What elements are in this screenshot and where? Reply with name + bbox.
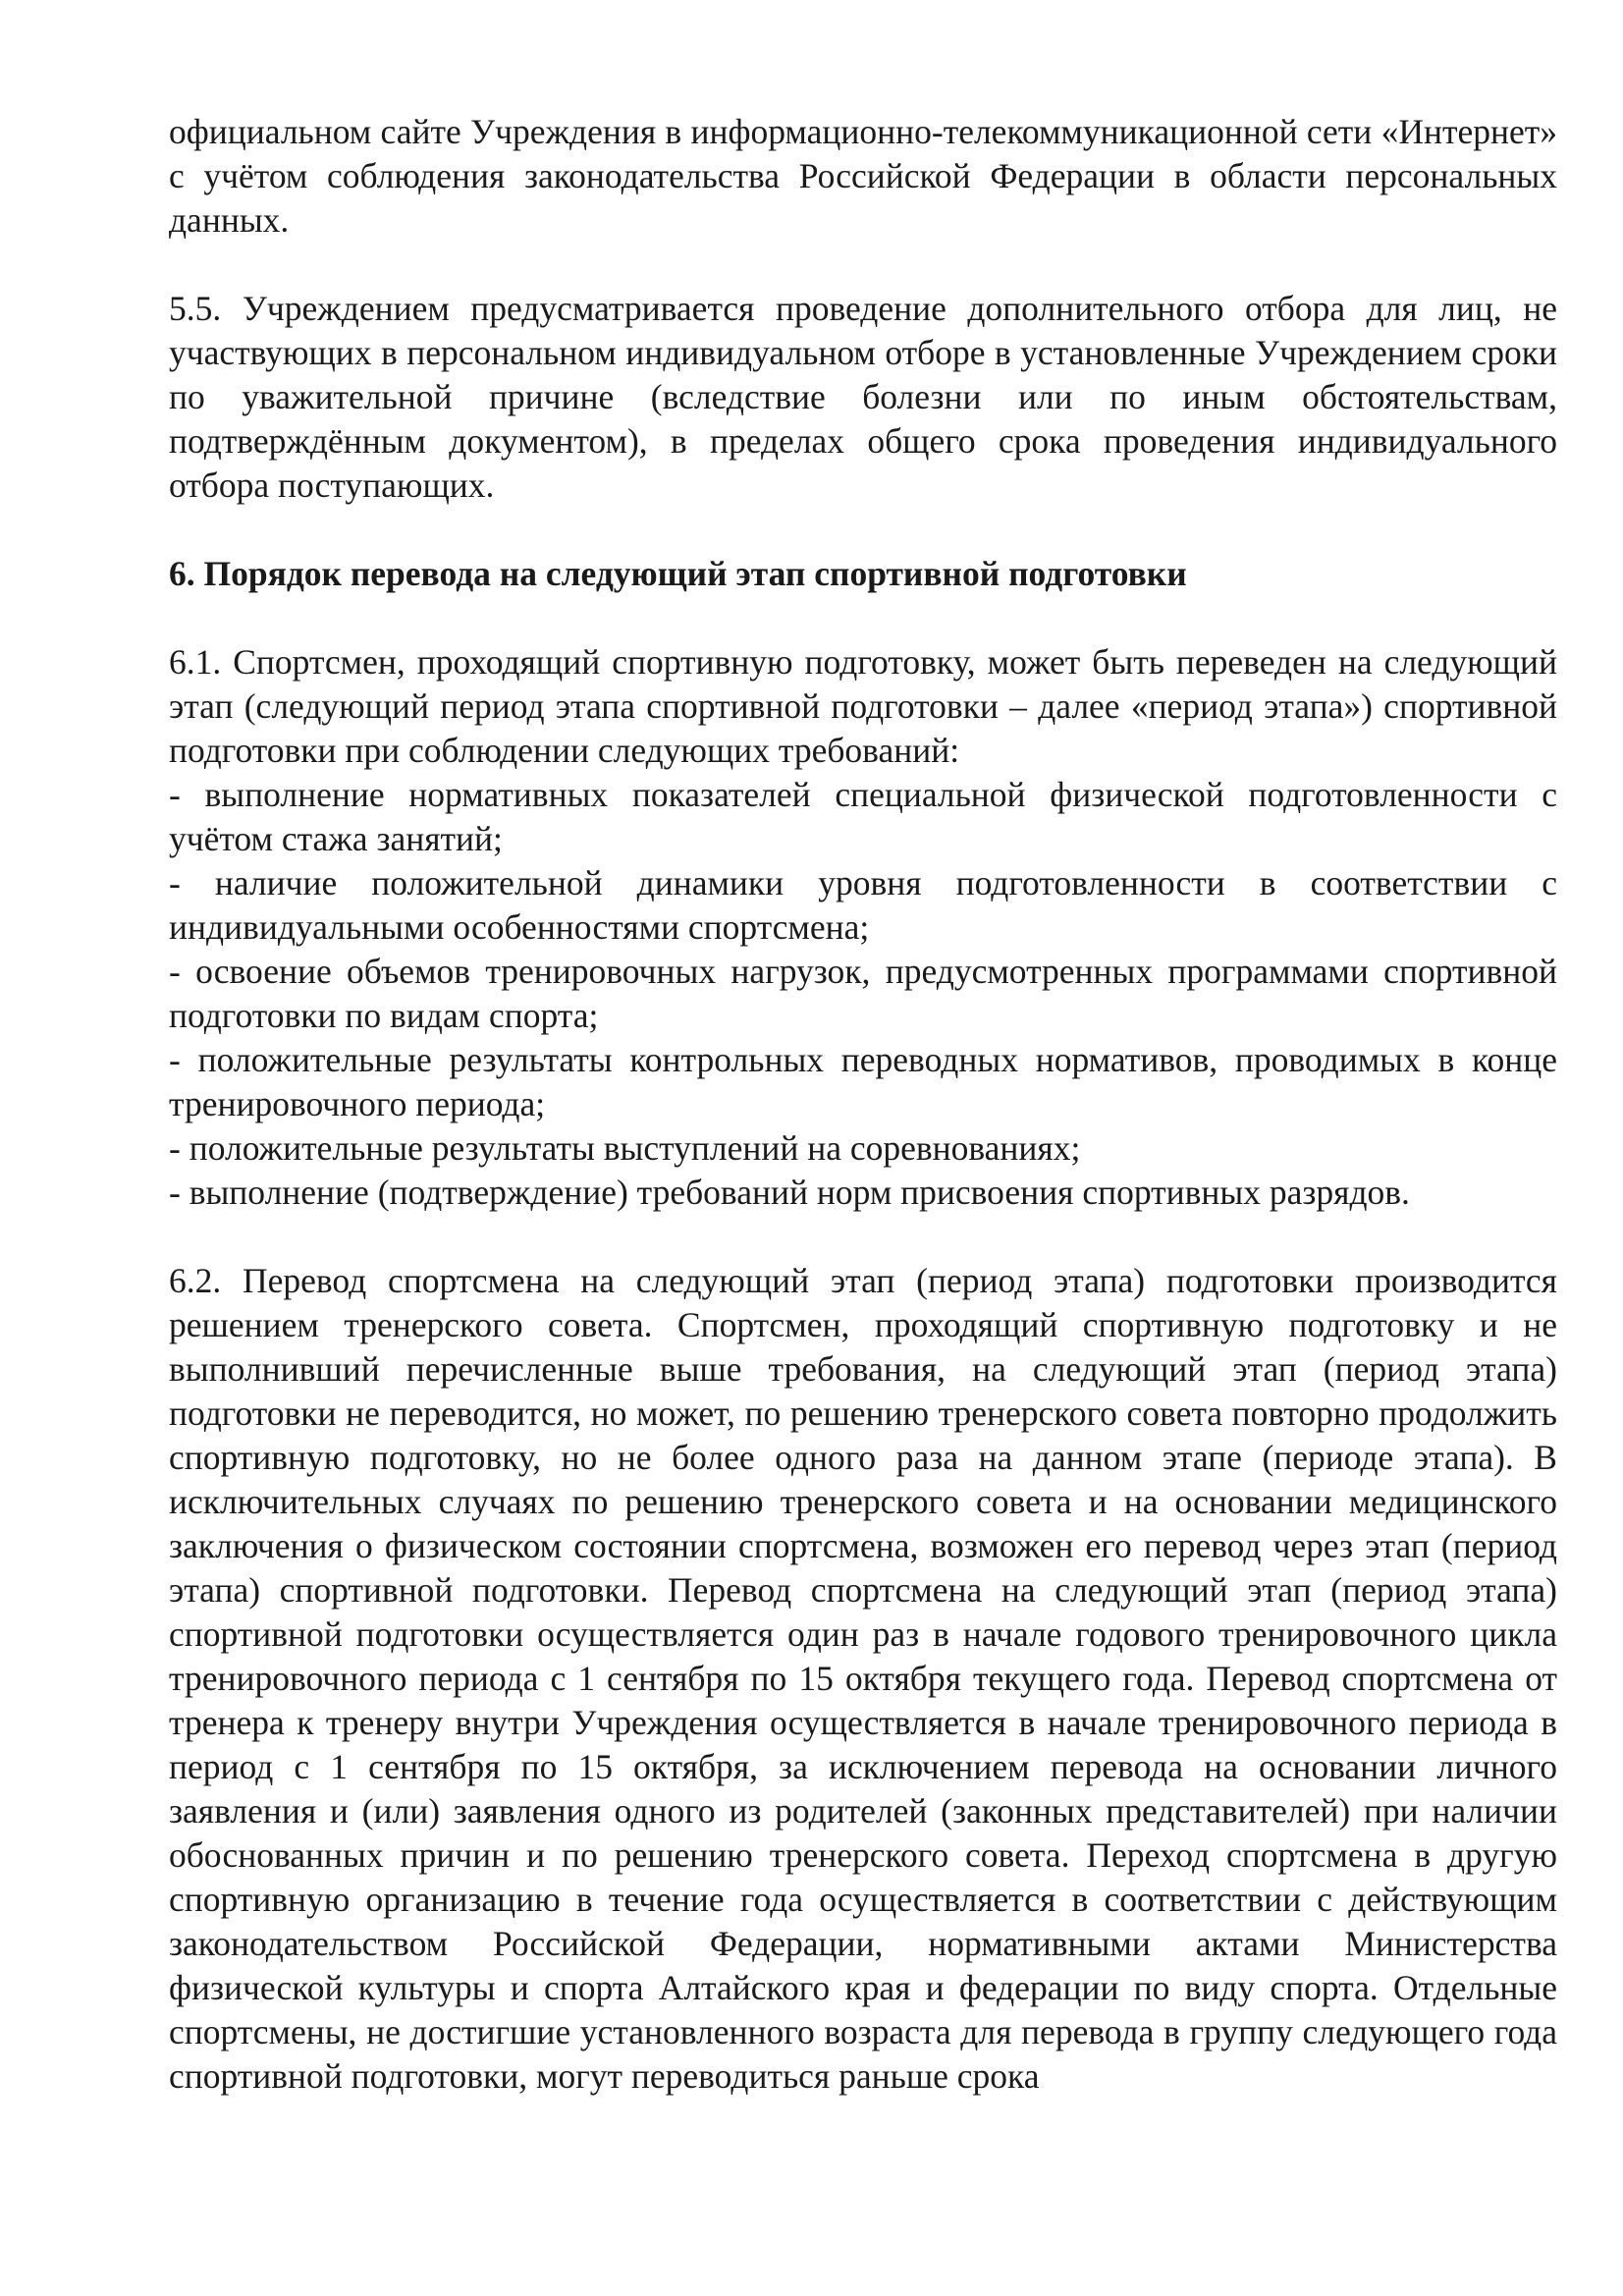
paragraph-6-1: 6.1. Спортсмен, проходящий спортивную подготовку, может быть переведен на следующий этап (следующий период этапа спортивной подготовки – далее «период этапа») спортивной подготовки при соблюдении следующих требований:	[169, 642, 1557, 770]
document-body	[169, 110, 1557, 2143]
requirement-item: - наличие положительной динамики уровня подготовленности в соответствии с индивидуальными особенностями спортсмена;	[169, 863, 1557, 947]
section-6-1	[169, 640, 1557, 1215]
requirement-item: - положительные результаты выступлений на соревнованиях;	[169, 1128, 1081, 1168]
requirement-item: - выполнение нормативных показателей специальной физической подготовленности с учётом стажа занятий;	[169, 775, 1557, 858]
paragraph-5-5: 5.5. Учреждением предусматривается проведение дополнительного отбора для лиц, не участвующих в персональном индивидуальном отборе в установленные Учреждением сроки по уважительной причине (вследствие болезни или по иным обстоятельствам, подтверждённым документом), в пределах общего срока проведения индивидуального отбора поступающих.	[169, 289, 1557, 505]
section-heading-6: 6. Порядок перевода на следующий этап спортивной подготовки	[169, 554, 1187, 593]
paragraph-6-2: 6.2. Перевод спортсмена на следующий этап (период этапа) подготовки производится решением тренерского совета. Спортсмен, проходящий спортивную подготовку и не выполнивший перечисленные выше требования, на следующий этап (период этапа) подготовки не переводится, но может, по решению тренерского совета повторно продолжить спортивную подготовку, но не более одного раза на данном этапе (периоде этапа). В исключительных случаях по решению тренерского совета и на основании медицинского заключения о физическом состоянии спортсмена, возможен его перевод через этап (период этапа) спортивной подготовки. Перевод спортсмена на следующий этап (период этапа) спортивной подготовки осуществляется один раз в начале годового тренировочного цикла тренировочного периода с 1 сентября по 15 октября текущего года. Перевод спортсмена от тренера к тренеру внутри Учреждения осуществляется в начале тренировочного периода в период с 1 сентября по 15 октября, за исключением перевода на основании личного заявления и (или) заявления одного из родителей (законных представителей) при наличии обоснованных причин и по решению тренерского совета. Переход спортсмена в другую спортивную организацию в течение года осуществляется в соответствии с действующим законодательством Российской Федерации, нормативными актами Министерства физической культуры и спорта Алтайского края и федерации по виду спорта. Отдельные спортсмены, не достигшие установленного возраста для перевода в группу следующего года спортивной подготовки, могут переводиться раньше срока	[169, 1261, 1557, 2096]
paragraph-continuation: официальном сайте Учреждения в информационно-телекоммуникационной сети «Интернет» с учётом соблюдения законодательства Российской Федерации в области персональных данных.	[169, 112, 1557, 240]
requirement-item: - выполнение (подтверждение) требований норм присвоения спортивных разрядов.	[169, 1173, 1410, 1212]
requirement-item: - положительные результаты контрольных переводных нормативов, проводимых в конце тренировочного периода;	[169, 1040, 1557, 1123]
requirement-item: - освоение объемов тренировочных нагрузок, предусмотренных программами спортивной подготовки по видам спорта;	[169, 952, 1557, 1035]
